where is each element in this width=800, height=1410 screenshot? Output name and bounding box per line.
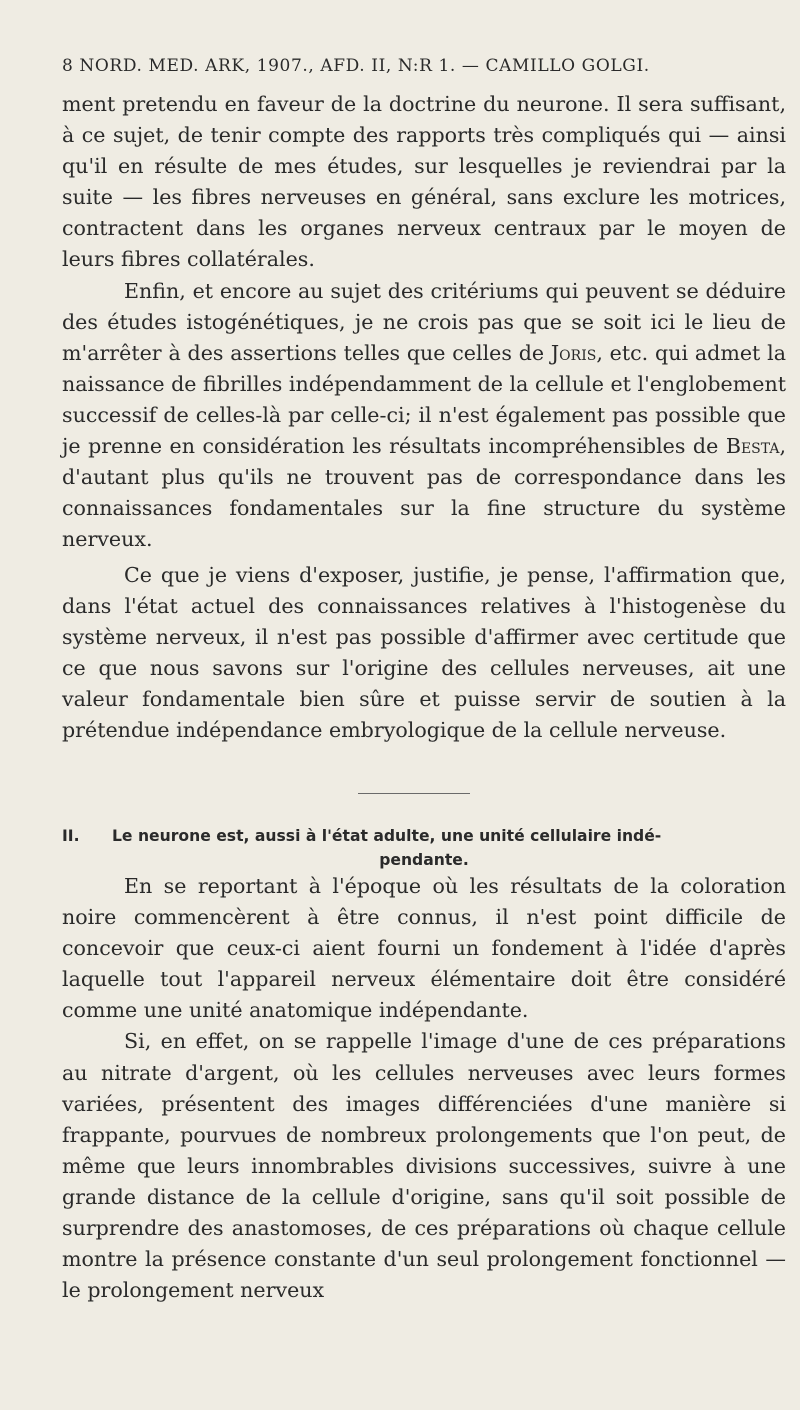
paragraph-epoque: En se reportant à l'époque où les résultats de la coloration noire commencèrent à être connus, il n'est point difficile de concevoir que ceux-ci aient fourni un fondement à l'idée d'après laquelle tout l'appareil nerveux élémentaire doit être considéré comme une unité anatomique indépendante.	[62, 874, 786, 1023]
paragraph-enfin	[62, 276, 786, 556]
text-block-2	[62, 560, 786, 747]
author-name-besta: Besta	[725, 434, 780, 459]
paragraph-text: , d'autant plus qu'ils ne trouvent pas de correspondance dans les connaissances fondamentales sur la fine structure du système nerveux.	[62, 434, 786, 552]
section-divider	[358, 793, 470, 794]
text-block-3	[62, 871, 786, 1306]
section-title-line1: Le neurone est, aussi à l'état adulte, une unité cellulaire indé-	[112, 827, 662, 845]
text-block-1	[62, 89, 786, 555]
section-heading	[62, 824, 786, 872]
section-number: II.	[62, 827, 80, 845]
paragraph-nitrate: Si, en effet, on se rappelle l'image d'une de ces préparations au nitrate d'argent, où les cellules nerveuses avec leurs formes variées, présentent des images différenciées d'une manière si frappante, pourvues de nombreux prolongements que l'on peut, de même que leurs innombrables divisions successives, suivre à une grande distance de la cellule d'origine, sans qu'il soit possible de surprendre des anastomoses, de ces préparations où chaque cellule montre la présence constante d'un seul prolongement fonctionnel — le prolongement nerveux	[62, 1029, 786, 1303]
section-title-line2: pendante.	[379, 851, 469, 869]
running-head: 8 NORD. MED. ARK, 1907., AFD. II, N:R 1. — CAMILLO GOLGI.	[62, 56, 650, 76]
paragraph-continued: ment pretendu en faveur de la doctrine du neurone. Il sera suffisant, à ce sujet, de tenir compte des rapports très compliqués qui — ainsi qu'il en résulte de mes études, sur lesquelles je reviendrai par la suite — les fibres nerveuses en général, sans exclure les motrices, contractent dans les organes nerveux centraux par le moyen de leurs fibres collatérales.	[62, 92, 786, 272]
paragraph-text: , etc. qui admet la naissance de fibrilles indépendamment de la cellule et l'englobement successif de celles-là par celle-ci; il n'est également pas possible que je prenne en considération les résultats incompréhensibles de	[62, 340, 786, 459]
author-name-joris: Joris	[550, 340, 597, 365]
paragraph-text: Enfin, et encore au sujet des critériums qui peuvent se déduire des études istogénétiques, je ne crois pas que se soit ici le lieu de m'arrêter à des assertions telles que celles de	[62, 278, 786, 365]
paragraph-conclusion: Ce que je viens d'exposer, justifie, je pense, l'affirmation que, dans l'état actuel des connaissances relatives à l'histogenèse du système nerveux, il n'est pas possible d'affirmer avec certitude que ce que nous savons sur l'origine des cellules nerveuses, ait une valeur fondamentale bien sûre et puisse servir de soutien à la prétendue indépendance embryologique de la cellule nerveuse.	[62, 563, 786, 743]
